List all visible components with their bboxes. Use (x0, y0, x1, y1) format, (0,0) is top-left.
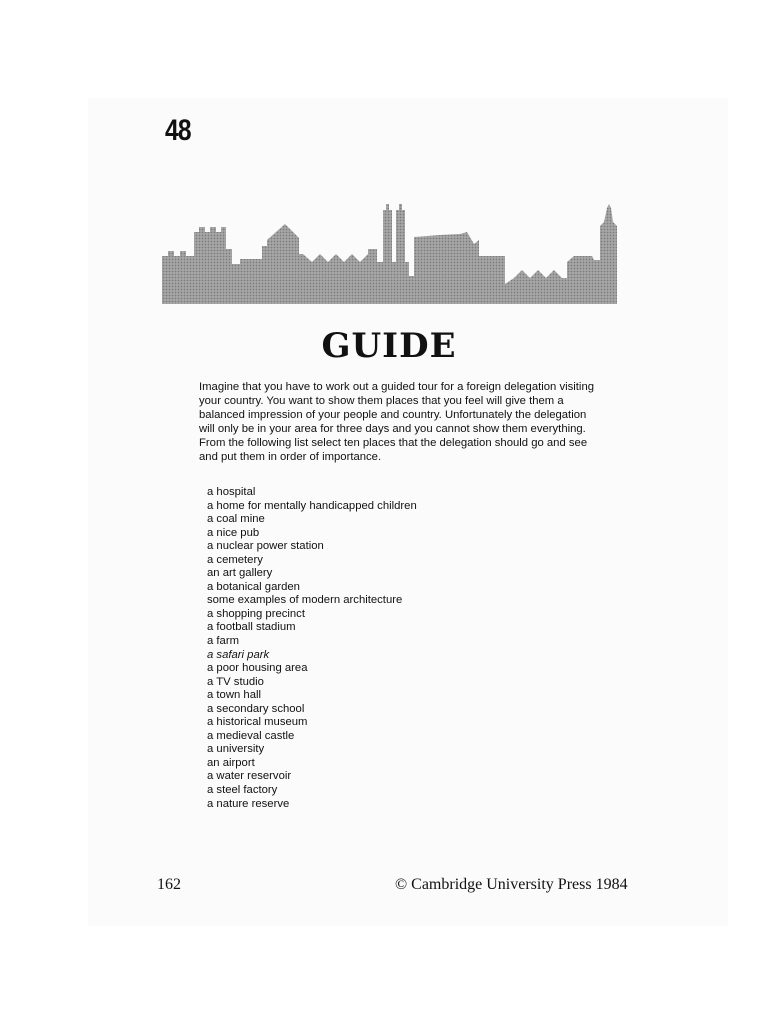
copyright-notice: © Cambridge University Press 1984 (395, 876, 628, 893)
list-item: a home for mentally handicapped children (207, 499, 417, 512)
list-item: a nice pub (207, 526, 260, 539)
list-item: a football stadium (207, 621, 296, 634)
list-item: a farm (207, 635, 240, 648)
page-title: GUIDE (321, 326, 457, 366)
list-item: a nature reserve (207, 797, 290, 810)
list-item: a university (207, 743, 265, 756)
list-item: a town hall (207, 689, 262, 702)
list-item: a poor housing area (207, 662, 308, 675)
unit-number: 48 (165, 114, 191, 147)
list-item: a medieval castle (207, 729, 295, 742)
list-item: a steel factory (207, 784, 278, 797)
list-item: a botanical garden (207, 580, 300, 593)
list-item: a water reservoir (207, 770, 292, 783)
list-item: an art gallery (207, 567, 273, 580)
list-item: a shopping precinct (207, 607, 305, 620)
list-item: a hospital (207, 486, 256, 498)
list-item: a secondary school (207, 702, 305, 715)
skyline-illustration (162, 204, 617, 304)
list-item: a nuclear power station (207, 540, 324, 553)
list-item: a safari park (207, 648, 270, 661)
list-item: some examples of modern architecture (207, 594, 403, 607)
places-list (207, 486, 507, 811)
intro-paragraph: Imagine that you have to work out a guided tour for a foreign delegation visiting your country. You want to show them places that you feel will give them a balanced impression of your people and country. Unfortunately the delegation will only be in your area for three days and you cannot show them everything. From the following list select ten places that the delegation should go and see and put them in order of importance. (199, 381, 595, 463)
list-item: a historical museum (207, 716, 308, 729)
page-number: 162 (157, 876, 181, 893)
list-item: a cemetery (207, 553, 263, 566)
list-item: a TV studio (207, 675, 264, 688)
list-item: a coal mine (207, 513, 265, 526)
list-item: an airport (207, 756, 255, 769)
